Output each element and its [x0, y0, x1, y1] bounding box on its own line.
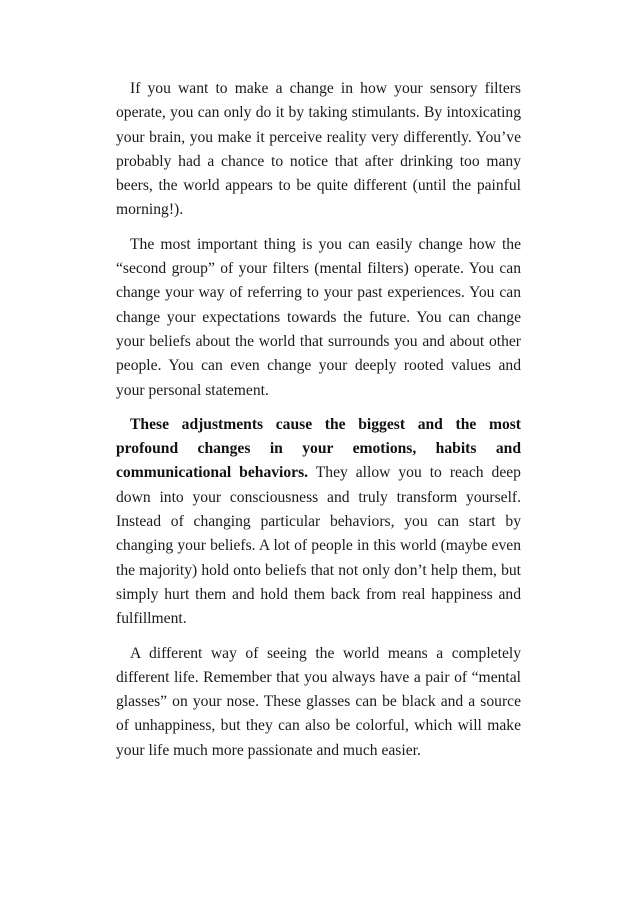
paragraph-mental-filters	[116, 233, 521, 403]
paragraph-text: The most important thing is you can easily change how the “second group” of your filters (mental filters) operate. You can change your way of referring to your past experiences. You can change your expectations towards the future. You can change your beliefs about the world that surrounds you and about other people. You can even change your deeply rooted values and your personal statement.	[116, 235, 521, 399]
paragraph-text: If you want to make a change in how your sensory filters operate, you can only do it by taking stimulants. By intoxicating your brain, you make it perceive reality very differently. You’ve probably had a chance to notice that after drinking too many beers, the world appears to be quite different (until the painful morning!).	[116, 80, 521, 219]
paragraph-text: They allow you to reach deep down into your consciousness and truly transform yourself. Instead of changing particular behaviors, you can start by changing your beliefs. A lot of people in this world (maybe even the majority) hold onto beliefs that not only don’t help them, but simply hurt them and hold them back from real happiness and fulfillment.	[116, 464, 521, 628]
paragraph-text: A different way of seeing the world means a completely different life. Remember that you always have a pair of “mental glasses” on your nose. These glasses can be black and a source of unhappiness, but they can also be colorful, which will make your life much more passionate and much easier.	[116, 644, 521, 759]
paragraph-sensory-filters	[116, 77, 521, 223]
paragraph-mental-glasses	[116, 642, 521, 763]
paragraph-bold-lead: These adjustments cause the biggest and the most profound changes in your emotions, habits and communicational behaviors.	[116, 415, 521, 482]
text-column	[116, 77, 521, 773]
paragraph-adjustments	[116, 413, 521, 632]
